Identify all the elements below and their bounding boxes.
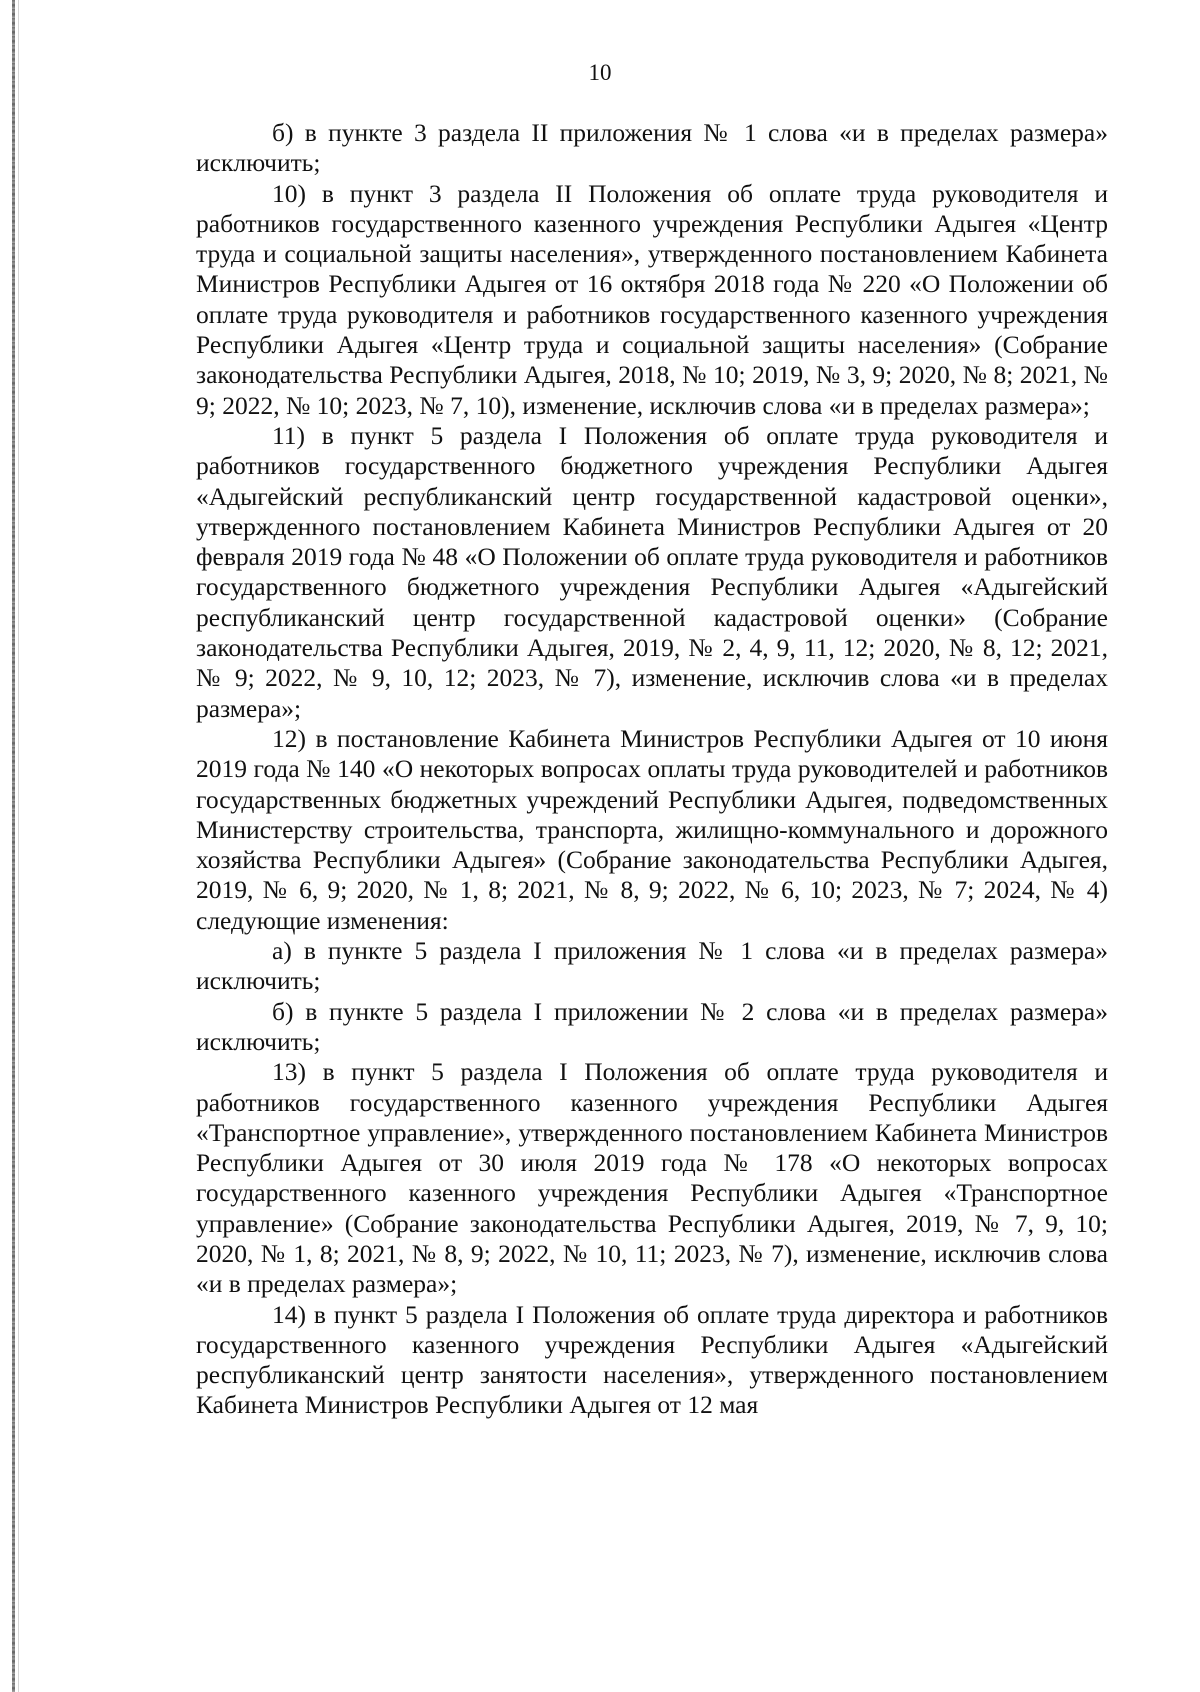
paragraph-12b: б) в пункте 5 раздела I приложении № 2 слова «и в пределах размера» исключить; bbox=[196, 996, 1108, 1056]
paragraph-12: 12) в постановление Кабинета Министров Республики Адыгея от 10 июня 2019 года № 140 «О некоторых вопросах оплаты труда руководителей и работников государственных бюджетных учреждений Республики Адыгея, подведомственных Министерству строительства, транспорта, жилищно-коммунального и дорожного хозяйства Республики Адыгея» (Собрание законодательства Республики Адыгея, 2019, № 6, 9; 2020, № 1, 8; 2021, № 8, 9; 2022, № 6, 10; 2023, № 7; 2024, № 4) следующие изменения: bbox=[196, 723, 1108, 935]
scan-edge bbox=[12, 0, 15, 1692]
scan-edge-shadow bbox=[18, 0, 19, 1692]
paragraph-9b: б) в пункте 3 раздела II приложения № 1 слова «и в пределах размера» исключить; bbox=[196, 118, 1108, 178]
paragraph-12a: а) в пункте 5 раздела I приложения № 1 слова «и в пределах размера» исключить; bbox=[196, 936, 1108, 996]
paragraph-10: 10) в пункт 3 раздела II Положения об оплате труда руководителя и работников государственного казенного учреждения Республики Адыгея «Центр труда и социальной защиты населения», утвержденного постановлением Кабинета Министров Республики Адыгея от 16 октября 2018 года № 220 «О Положении об оплате труда руководителя и работников государственного казенного учреждения Республики Адыгея «Центр труда и социальной защиты населения» (Собрание законодательства Республики Адыгея, 2018, № 10; 2019, № 3, 9; 2020, № 8; 2021, № 9; 2022, № 10; 2023, № 7, 10), изменение, исключив слова «и в пределах размера»; bbox=[196, 178, 1108, 420]
paragraph-13: 13) в пункт 5 раздела I Положения об оплате труда руководителя и работников государственного казенного учреждения Республики Адыгея «Транспортное управление», утвержденного постановлением Кабинета Министров Республики Адыгея от 30 июля 2019 года № 178 «О некоторых вопросах государственного казенного учреждения Республики Адыгея «Транспортное управление» (Собрание законодательства Республики Адыгея, 2019, № 7, 9, 10; 2020, № 1, 8; 2021, № 8, 9; 2022, № 10, 11; 2023, № 7), изменение, исключив слова «и в пределах размера»; bbox=[196, 1057, 1108, 1299]
page-number: 10 bbox=[588, 60, 612, 85]
paragraph-14: 14) в пункт 5 раздела I Положения об оплате труда директора и работников государственного казенного учреждения Республики Адыгея «Адыгейский республиканский центр занятости населения», утвержденного постановлением Кабинета Министров Республики Адыгея от 12 мая bbox=[196, 1299, 1108, 1420]
paragraph-11: 11) в пункт 5 раздела I Положения об оплате труда руководителя и работников государственного бюджетного учреждения Республики Адыгея «Адыгейский республиканский центр государственной кадастровой оценки», утвержденного постановлением Кабинета Министров Республики Адыгея от 20 февраля 2019 года № 48 «О Положении об оплате труда руководителя и работников государственного бюджетного учреждения Республики Адыгея «Адыгейский республиканский центр государственной кадастровой оценки» (Собрание законодательства Республики Адыгея, 2019, № 2, 4, 9, 11, 12; 2020, № 8, 12; 2021, № 9; 2022, № 9, 10, 12; 2023, № 7), изменение, исключив слова «и в пределах размера»; bbox=[196, 420, 1108, 723]
document-body bbox=[196, 118, 1108, 1421]
